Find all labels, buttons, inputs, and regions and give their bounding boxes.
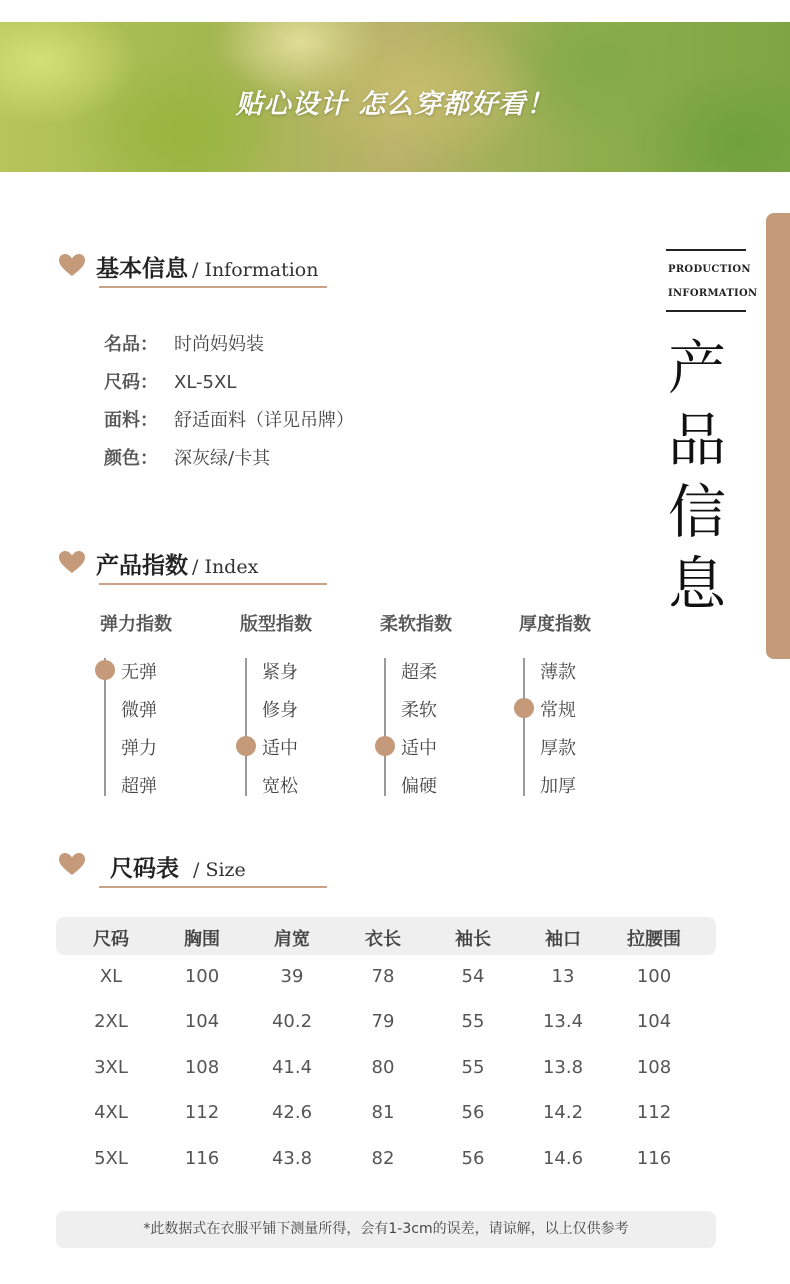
size-table-cell: 13.8 (542, 1057, 584, 1078)
size-table-cell: 100 (184, 966, 220, 987)
size-table-cell: 116 (636, 1148, 672, 1169)
size-table-cell: 40.2 (271, 1011, 313, 1032)
size-table-header-cell: 袖口 (545, 929, 581, 950)
section-title-index (96, 547, 258, 580)
info-row (104, 406, 354, 432)
size-table-cell: 56 (461, 1148, 485, 1169)
size-table-cell: 56 (461, 1102, 485, 1123)
section-title-size (110, 850, 246, 883)
size-table-cell: 13 (551, 966, 575, 987)
index-option: 紧身 (262, 662, 298, 683)
size-table-cell: 43.8 (271, 1148, 313, 1169)
size-table-cell: 13.4 (542, 1011, 584, 1032)
size-table-header-cell: 肩宽 (274, 929, 310, 950)
index-selected-dot (236, 736, 256, 756)
side-char: 品 (667, 406, 726, 474)
side-char: 息 (667, 550, 726, 618)
index-option: 弹力 (121, 738, 157, 759)
info-row (104, 368, 236, 394)
size-table-cell: 41.4 (271, 1057, 313, 1078)
size-table-cell: 80 (371, 1057, 395, 1078)
size-table-cell: 5XL (94, 1148, 128, 1169)
size-table-cell: 14.6 (542, 1148, 584, 1169)
size-note: *此数据式在衣服平铺下测量所得，会有1-3cm的误差，请谅解，以上仅供参考 (56, 1211, 716, 1248)
info-label: 面料： (104, 410, 158, 431)
size-table-cell: 78 (371, 966, 395, 987)
index-scale-line (523, 658, 525, 796)
info-row (104, 330, 264, 356)
heart-icon (58, 550, 86, 574)
size-table-cell: 104 (636, 1011, 672, 1032)
production-label: PRODUCTION (668, 264, 751, 275)
size-table-header-cell: 尺码 (93, 929, 129, 950)
index-header: 柔软指数 (380, 614, 452, 635)
index-selected-dot (95, 660, 115, 680)
index-scale-line (245, 658, 247, 796)
index-option: 偏硬 (401, 776, 437, 797)
size-table-header-cell: 袖长 (455, 929, 491, 950)
info-value: 深灰绿/卡其 (174, 448, 271, 469)
size-table-cell: 108 (636, 1057, 672, 1078)
index-option: 薄款 (540, 662, 576, 683)
divider (666, 249, 746, 251)
section-underline (99, 286, 327, 288)
index-header: 版型指数 (240, 614, 312, 635)
section-title-en: / Index (192, 556, 259, 578)
index-option: 超弹 (121, 776, 157, 797)
heart-icon (58, 253, 86, 277)
heart-icon (58, 852, 86, 876)
size-table-cell: 55 (461, 1057, 485, 1078)
info-value: 时尚妈妈装 (174, 334, 264, 355)
banner-image (0, 22, 790, 172)
side-char: 信 (667, 478, 726, 546)
size-table-cell: 112 (184, 1102, 220, 1123)
size-table-cell: 39 (280, 966, 304, 987)
index-option: 加厚 (540, 776, 576, 797)
size-table-cell: 42.6 (271, 1102, 313, 1123)
index-option: 常规 (540, 700, 576, 721)
index-option: 宽松 (262, 776, 298, 797)
size-table-header-cell: 拉腰围 (627, 929, 681, 950)
section-title-en: / Information (192, 259, 319, 281)
info-label: 名品： (104, 334, 158, 355)
size-table-cell: 79 (371, 1011, 395, 1032)
index-header: 厚度指数 (519, 614, 591, 635)
size-table-cell: 82 (371, 1148, 395, 1169)
size-table-cell: 14.2 (542, 1102, 584, 1123)
index-selected-dot (514, 698, 534, 718)
index-option: 适中 (401, 738, 437, 759)
size-table-cell: 108 (184, 1057, 220, 1078)
section-title-cn: 尺码表 (110, 855, 179, 882)
index-header: 弹力指数 (100, 614, 172, 635)
side-tab (766, 213, 790, 659)
size-table-cell: XL (99, 966, 123, 987)
size-table-cell: 2XL (94, 1011, 128, 1032)
size-table-cell: 100 (636, 966, 672, 987)
information-label: INFORMATION (668, 288, 758, 299)
index-option: 厚款 (540, 738, 576, 759)
section-title-cn: 基本信息 (96, 255, 188, 282)
section-underline (99, 583, 327, 585)
divider (666, 310, 746, 312)
index-scale-line (384, 658, 386, 796)
index-option: 微弹 (121, 700, 157, 721)
section-underline (99, 886, 327, 888)
section-title-cn: 产品指数 (96, 552, 188, 579)
info-row (104, 444, 270, 470)
size-table-cell: 81 (371, 1102, 395, 1123)
info-value: 舒适面料（详见吊牌） (174, 410, 354, 431)
index-option: 超柔 (401, 662, 437, 683)
index-option: 柔软 (401, 700, 437, 721)
section-title-en: / Size (193, 859, 246, 881)
size-table-cell: 4XL (94, 1102, 128, 1123)
info-value: XL-5XL (174, 372, 237, 393)
section-title-information (96, 250, 318, 283)
size-table-header-cell: 胸围 (184, 929, 220, 950)
banner-title: 贴心设计 怎么穿都好看！ (235, 89, 555, 120)
info-label: 颜色： (104, 448, 158, 469)
size-table-header-cell: 衣长 (365, 929, 401, 950)
size-table-cell: 112 (636, 1102, 672, 1123)
index-selected-dot (375, 736, 395, 756)
size-table-cell: 54 (461, 966, 485, 987)
size-table-cell: 3XL (94, 1057, 128, 1078)
info-label: 尺码： (104, 372, 158, 393)
size-table-cell: 116 (184, 1148, 220, 1169)
size-table-cell: 55 (461, 1011, 485, 1032)
size-table-cell: 104 (184, 1011, 220, 1032)
side-char: 产 (667, 334, 726, 402)
index-option: 修身 (262, 700, 298, 721)
index-option: 适中 (262, 738, 298, 759)
index-option: 无弹 (121, 662, 157, 683)
